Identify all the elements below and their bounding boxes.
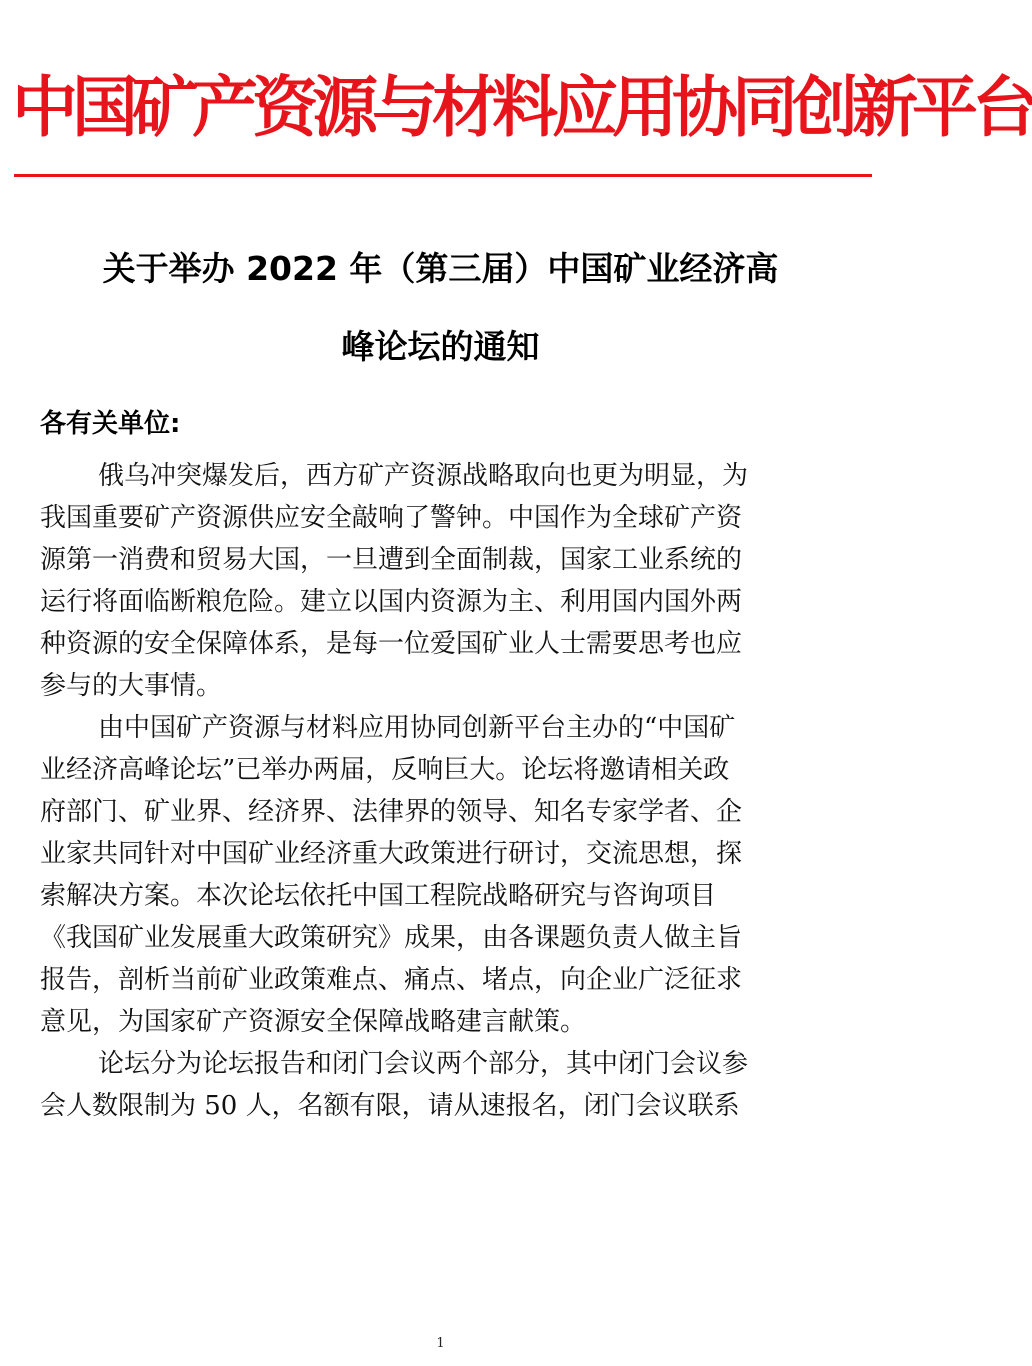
paragraph-line: 运行将面临断粮危险。建立以国内资源为主、利用国内国外两 bbox=[40, 587, 743, 617]
document-title-line-1: 关于举办 2022 年（第三届）中国矿业经济高 bbox=[102, 249, 779, 288]
document-title-line-2: 峰论坛的通知 bbox=[341, 327, 540, 366]
paragraph-line: 业经济高峰论坛”已举办两届，反响巨大。论坛将邀请相关政 bbox=[40, 755, 730, 785]
paragraph-line: 由中国矿产资源与材料应用协同创新平台主办的“中国矿 bbox=[98, 713, 736, 743]
document-title bbox=[20, 230, 861, 386]
paragraph-line: 种资源的安全保障体系，是每一位爱国矿业人士需要思考也应 bbox=[40, 629, 743, 659]
paragraph-1 bbox=[40, 455, 830, 707]
paragraph-line: 府部门、矿业界、经济界、法律界的领导、知名专家学者、企 bbox=[40, 797, 743, 827]
paragraph-line: 俄乌冲突爆发后，西方矿产资源战略取向也更为明显，为 bbox=[98, 461, 749, 491]
page-number: 1 bbox=[436, 1336, 445, 1351]
paragraph-line: 报告，剖析当前矿业政策难点、痛点、堵点，向企业广泛征求 bbox=[40, 965, 743, 995]
paragraph-3 bbox=[40, 1043, 830, 1127]
paragraph-line: 业家共同针对中国矿业经济重大政策进行研讨，交流思想，探 bbox=[40, 839, 743, 869]
header-divider bbox=[14, 174, 872, 177]
paragraph-line: 参与的大事情。 bbox=[40, 671, 223, 701]
paragraph-line: 《我国矿业发展重大政策研究》成果，由各课题负责人做主旨 bbox=[40, 923, 743, 953]
paragraph-line: 源第一消费和贸易大国，一旦遭到全面制裁，国家工业系统的 bbox=[40, 545, 743, 575]
paragraph-line: 论坛分为论坛报告和闭门会议两个部分，其中闭门会议参 bbox=[98, 1049, 749, 1079]
paragraph-line: 我国重要矿产资源供应安全敲响了警钟。中国作为全球矿产资 bbox=[40, 503, 743, 533]
paragraph-line: 意见，为国家矿产资源安全保障战略建言献策。 bbox=[40, 1007, 587, 1037]
body-text bbox=[40, 455, 830, 1127]
paragraph-line: 索解决方案。本次论坛依托中国工程院战略研究与咨询项目 bbox=[40, 881, 717, 911]
salutation: 各有关单位: bbox=[40, 409, 181, 439]
organization-header: 中国矿产资源与材料应用协同创新平台 bbox=[12, 69, 1032, 146]
paragraph-2 bbox=[40, 707, 830, 1043]
paragraph-line: 会人数限制为 50 人，名额有限，请从速报名，闭门会议联系 bbox=[40, 1091, 740, 1121]
